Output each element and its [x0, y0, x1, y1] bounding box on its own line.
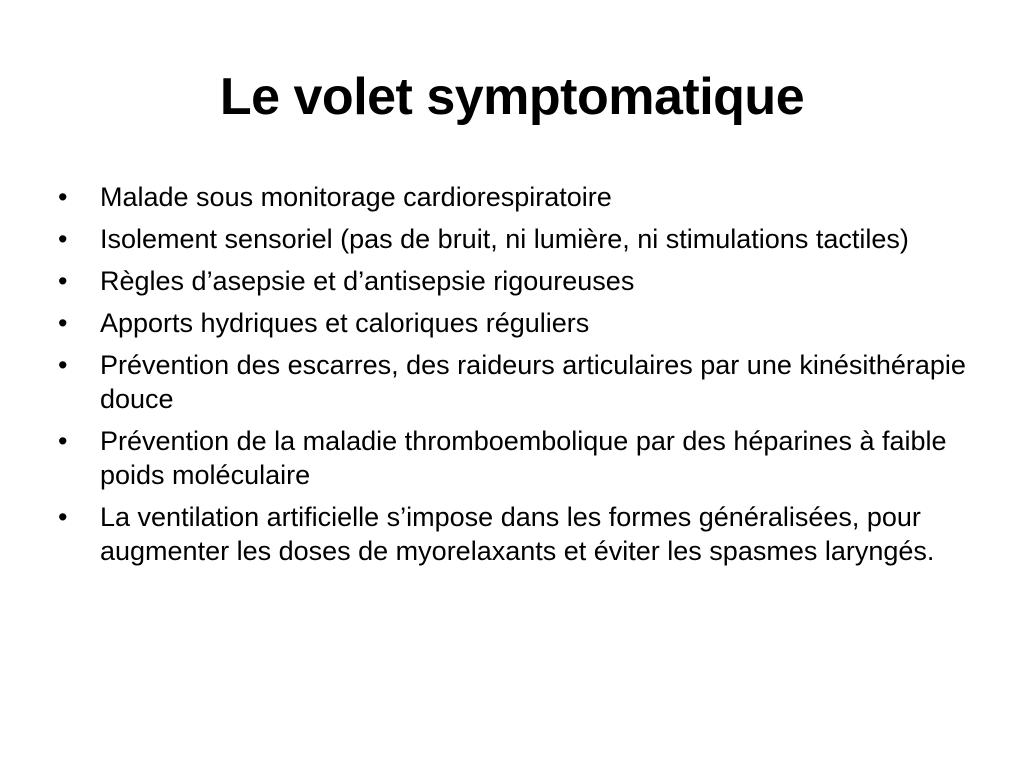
- bullet-icon: •: [58, 502, 68, 532]
- bullet-text: Prévention de la maladie thromboembolique par des héparines à faible poids moléculaire: [100, 426, 947, 490]
- bullet-item-6: [58, 424, 968, 492]
- bullet-icon: •: [58, 426, 68, 456]
- bullet-icon: •: [58, 182, 68, 212]
- bullet-list: [58, 180, 968, 576]
- bullet-item-1: [58, 180, 968, 214]
- bullet-icon: •: [58, 350, 68, 380]
- bullet-icon: •: [58, 266, 68, 296]
- bullet-text: La ventilation artificielle s’impose dans les formes généralisées, pour augmenter les doses de myorelaxants et éviter les spasmes laryngés.: [100, 502, 935, 566]
- bullet-item-7: [58, 500, 968, 568]
- bullet-text: Prévention des escarres, des raideurs articulaires par une kinésithérapie douce: [100, 350, 966, 414]
- bullet-item-3: [58, 264, 968, 298]
- bullet-item-2: [58, 222, 968, 256]
- bullet-item-4: [58, 306, 968, 340]
- bullet-icon: •: [58, 308, 68, 338]
- bullet-text: Règles d’asepsie et d’antisepsie rigoureuses: [100, 266, 635, 296]
- bullet-text: Apports hydriques et caloriques réguliers: [100, 308, 590, 338]
- bullet-text: Isolement sensoriel (pas de bruit, ni lumière, ni stimulations tactiles): [100, 224, 909, 254]
- slide-title: Le volet symptomatique: [219, 68, 805, 126]
- bullet-icon: •: [58, 224, 68, 254]
- bullet-text: Malade sous monitorage cardiorespiratoire: [100, 182, 612, 212]
- bullet-item-5: [58, 348, 968, 416]
